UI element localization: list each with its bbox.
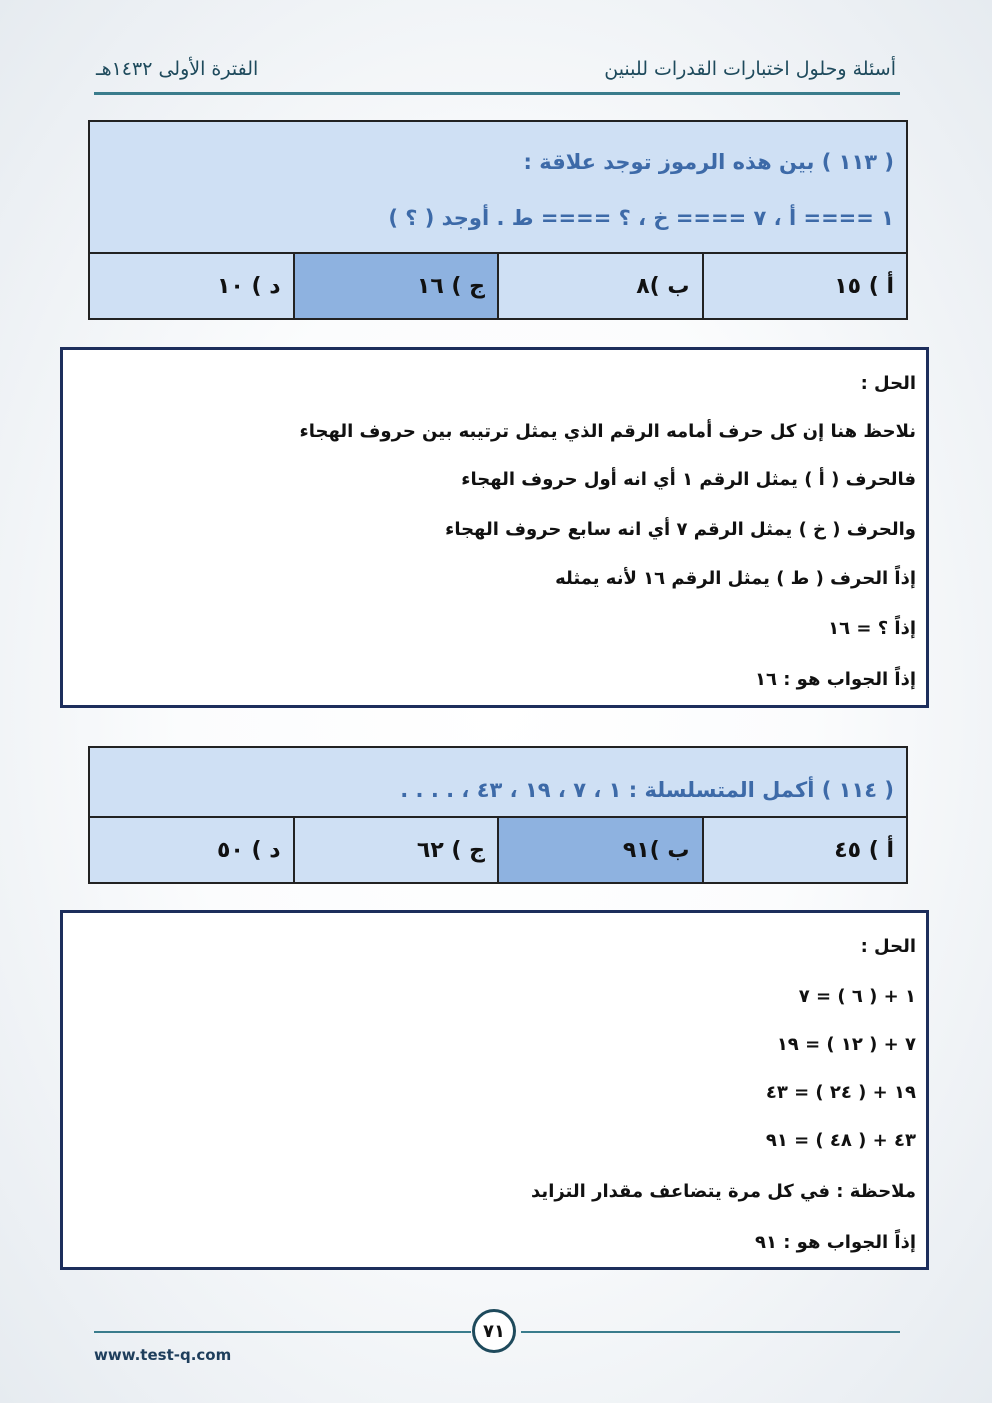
page-number: ٧١ bbox=[472, 1309, 516, 1353]
footer-divider-left bbox=[94, 1331, 471, 1333]
solution-answer: إذاً الجواب هو : ٩١ bbox=[754, 1232, 916, 1253]
website-link[interactable]: www.test-q.com bbox=[94, 1346, 232, 1364]
question-statement: ١ ==== أ ، ٧ ==== خ ، ؟ ==== ط . أوجد ( ؟ ) bbox=[388, 206, 894, 230]
solution-line: إذاً ؟ = ١٦ bbox=[828, 618, 916, 639]
solution-line: فالحرف ( أ ) يمثل الرقم ١ أي انه أول حروف الهجاء bbox=[461, 469, 916, 490]
question-113 bbox=[88, 120, 908, 320]
option-a[interactable]: أ ) ٤٥ bbox=[702, 818, 907, 882]
solution-step: ٤٣ + ( ٤٨ ) = ٩١ bbox=[765, 1130, 916, 1151]
solution-title: الحل : bbox=[860, 936, 916, 957]
options-row bbox=[90, 252, 906, 318]
solution-title: الحل : bbox=[860, 373, 916, 394]
options-row bbox=[90, 816, 906, 882]
solution-step: ١٩ + ( ٢٤ ) = ٤٣ bbox=[765, 1082, 916, 1103]
option-a[interactable]: أ ) ١٥ bbox=[702, 254, 907, 318]
solution-114 bbox=[60, 910, 929, 1270]
solution-line: والحرف ( خ ) يمثل الرقم ٧ أي انه سابع حروف الهجاء bbox=[445, 519, 916, 540]
solution-step: ٧ + ( ١٢ ) = ١٩ bbox=[776, 1034, 916, 1055]
option-b[interactable]: ب )٨ bbox=[497, 254, 702, 318]
question-title: ( ١١٣ ) بين هذه الرموز توجد علاقة : bbox=[523, 150, 894, 174]
question-114 bbox=[88, 746, 908, 884]
option-d[interactable]: د ) ٥٠ bbox=[90, 818, 293, 882]
header-divider bbox=[94, 92, 900, 95]
footer-divider-right bbox=[521, 1331, 900, 1333]
question-title: ( ١١٤ ) أكمل المتسلسلة : ١ ، ٧ ، ١٩ ، ٤٣ ، . . . . bbox=[400, 778, 894, 802]
option-c[interactable]: ج ) ٦٢ bbox=[293, 818, 498, 882]
solution-answer: إذاً الجواب هو : ١٦ bbox=[754, 669, 916, 690]
option-d[interactable]: د ) ١٠ bbox=[90, 254, 293, 318]
book-title: أسئلة وحلول اختبارات القدرات للبنين bbox=[604, 58, 896, 80]
solution-113 bbox=[60, 347, 929, 708]
period-label: الفترة الأولى ١٤٣٢هـ bbox=[96, 58, 259, 80]
option-b-selected[interactable]: ب )٩١ bbox=[497, 818, 702, 882]
solution-step: ١ + ( ٦ ) = ٧ bbox=[798, 986, 916, 1007]
solution-line: إذاً الحرف ( ط ) يمثل الرقم ١٦ لأنه يمثله bbox=[555, 568, 916, 589]
solution-line: نلاحظ هنا إن كل حرف أمامه الرقم الذي يمثل ترتيبه بين حروف الهجاء bbox=[299, 421, 916, 442]
solution-note: ملاحظة : في كل مرة يتضاعف مقدار التزايد bbox=[531, 1181, 916, 1202]
option-c-selected[interactable]: ج ) ١٦ bbox=[293, 254, 498, 318]
